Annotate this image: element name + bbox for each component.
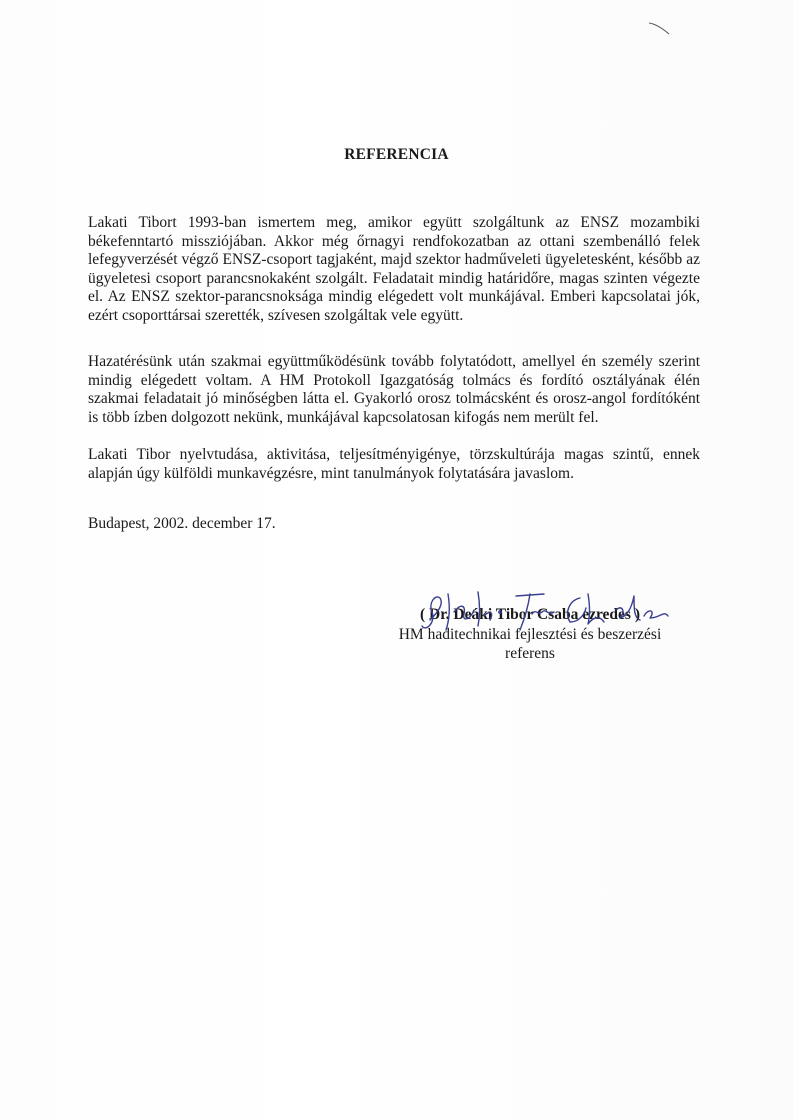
signatory-position: HM haditechnikai fejlesztési és beszerzési xyxy=(398,625,662,643)
paragraph-1: Lakati Tibort 1993-ban ismertem meg, amikor együtt szolgáltunk az ENSZ mozambiki békefenntartó missziójában. Akkor még őrnagyi rendfokozatban az ottani szembenálló felek lefegyverzését végző ENSZ-csoport tagjaként, majd szektor hadműveleti ügyeletesként, később az ügyeletesi csoport parancsnokaként szolgált. Feladatait mindig határidőre, magas szinten végezte el. Az ENSZ szektor-parancsnoksága mindig elégedett volt munkájával. Emberi kapcsolatai jók, ezért csoporttársai szerették, szívesen szolgáltak vele együtt. xyxy=(88,214,700,324)
document-title: REFERENCIA xyxy=(344,146,449,163)
signatory-name: ( Dr. Deáki Tibor Csaba ezredes ) xyxy=(419,606,641,623)
pen-mark xyxy=(648,20,670,36)
signatory-title: referens xyxy=(505,645,555,662)
paragraph-2: Hazatérésünk után szakmai együttműködésünk tovább folytatódott, amellyel én személy szerint mindig elégedett voltam. A HM Protokoll Igazgatóság tolmács és fordító osztályának élén szakmai feladatait jó minőségben látta el. Gyakorló orosz tolmácsként és orosz-angol fordítóként is több ízben dolgozott nekünk, munkájával kapcsolatosan kifogás nem merült fel. xyxy=(88,353,700,426)
paragraph-3: Lakati Tibor nyelvtudása, aktivitása, teljesítményigénye, törzskultúrája magas szintű, ennek alapján úgy külföldi munkavégzésre, mint tanulmányok folytatására javaslom. xyxy=(88,446,700,482)
place-and-date: Budapest, 2002. december 17. xyxy=(88,515,276,532)
signature-block xyxy=(380,605,680,664)
